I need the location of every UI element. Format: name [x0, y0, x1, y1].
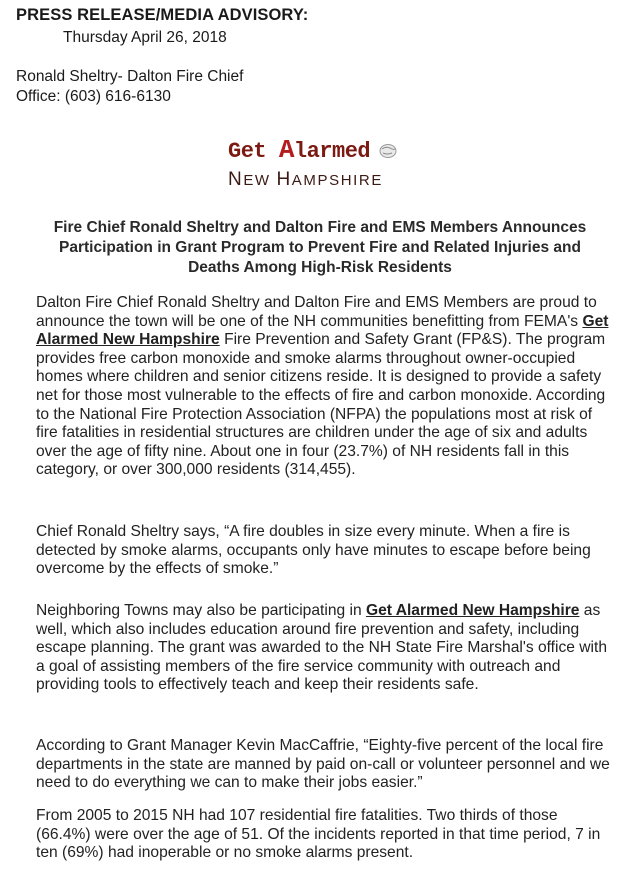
- get-alarmed-logo: [228, 135, 428, 197]
- headline: [18, 218, 622, 278]
- program-name-link: Get Alarmed New Hampshire: [36, 312, 609, 349]
- program-name-link: Get Alarmed New Hampshire: [365, 602, 580, 619]
- document-title: PRESS RELEASE/MEDIA ADVISORY:: [16, 6, 309, 24]
- contact-name: Ronald Sheltry- Dalton Fire Chief: [16, 68, 244, 85]
- body-paragraph: Neighboring Towns may also be participating in Get Alarmed New Hampshire as well, which also includes education around fire prevention and safety, including escape planning. The grant was awarded to the NH State Fire Marshal's office with a goal of assisting members of the fire service community with outreach and providing tools to effectively teach and keep their residents safe.: [36, 602, 608, 694]
- globe-icon: [378, 143, 398, 159]
- body-paragraph: Dalton Fire Chief Ronald Sheltry and Dalton Fire and EMS Members are proud to announce the town will be one of the NH communities benefitting from FEMA's Get Alarmed New Hampshire Fire Prevention and Safety Grant (FP&S). The program provides free carbon monoxide and smoke alarms throughout owner-occupied homes where children and senior citizens reside. It is designed to provide a safety net for those most vulnerable to the effects of fire and carbon monoxide. According to the National Fire Protection Association (NFPA) the populations most at risk of fire fatalities in residential structures are children under the age of six and adults over the age of fifty nine. About one in four (23.7%) of NH residents fall in this category, or over 300,000 residents (314,455).: [36, 294, 609, 479]
- contact-office: Office: (603) 616-6130: [16, 88, 171, 105]
- contact-block: [16, 67, 243, 107]
- body-paragraph-quote: Chief Ronald Sheltry says, “A fire doubles in size every minute. When a fire is detected by smoke alarms, occupants only have minutes to escape before being overcome by the effects of smoke.”: [36, 523, 591, 578]
- logo-line-get-alarmed: Get Alarmed: [228, 135, 371, 165]
- headline-line: Deaths Among High-Risk Residents: [188, 259, 452, 276]
- headline-line: Fire Chief Ronald Sheltry and Dalton Fire and EMS Members Announces: [53, 219, 587, 236]
- release-date: Thursday April 26, 2018: [63, 29, 227, 46]
- logo-line-new-hampshire: NEW HAMPSHIRE: [228, 169, 383, 190]
- body-paragraph-quote: According to Grant Manager Kevin MacCaffrie, “Eighty-five percent of the local fire departments in the state are manned by paid on-call or volunteer personnel and we need to do everything we can to make their jobs easier.”: [36, 737, 610, 792]
- body-paragraph: From 2005 to 2015 NH had 107 residential fire fatalities. Two thirds of those (66.4%) were over the age of 51. Of the incidents reported in that time period, 7 in ten (69%) had inoperable or no smoke alarms present.: [36, 807, 601, 862]
- headline-line: Participation in Grant Program to Prevent Fire and Related Injuries and: [59, 239, 581, 256]
